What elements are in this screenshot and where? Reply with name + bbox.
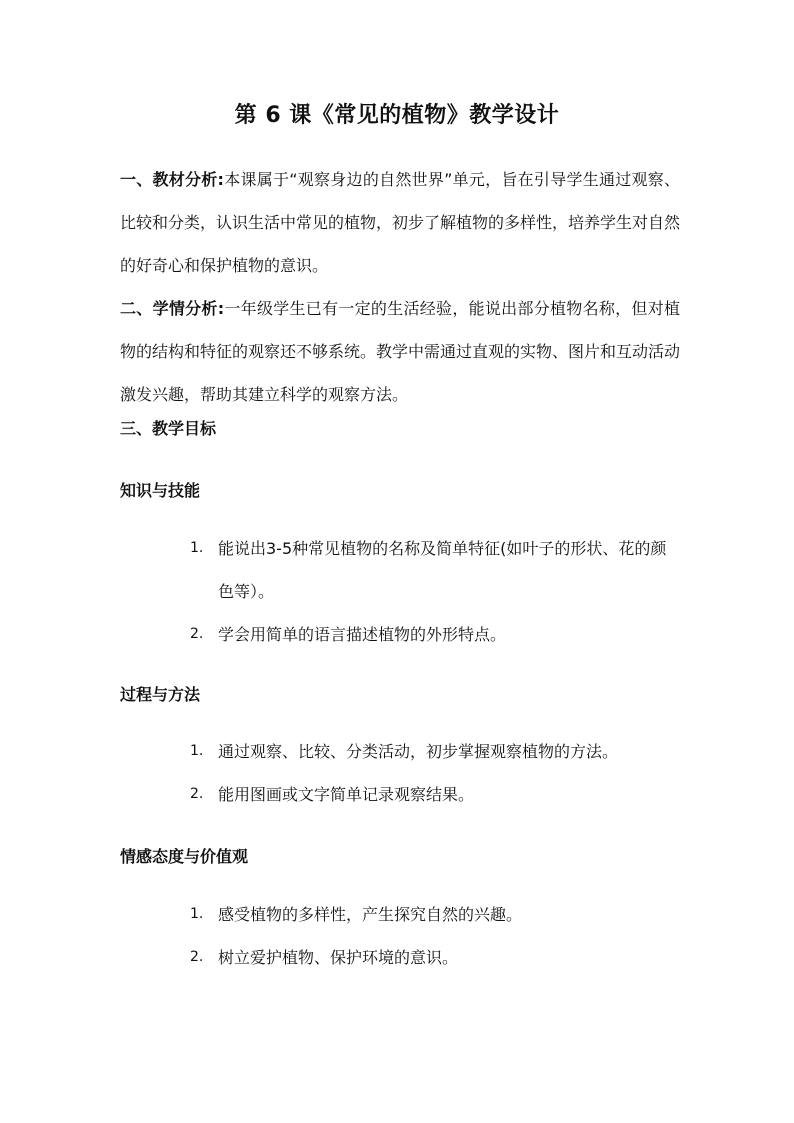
section-heading: 一、教材分析: bbox=[120, 170, 224, 189]
list-text: 能用图画或文字简单记录观察结果。 bbox=[218, 785, 475, 804]
list-number: 1. bbox=[190, 906, 204, 922]
section-teaching-goals: 三、教学目标 bbox=[120, 419, 217, 438]
section-heading: 二、学情分析: bbox=[120, 299, 225, 318]
list-text: 感受植物的多样性，产生探究自然的兴趣。 bbox=[218, 905, 523, 924]
goal-list-process bbox=[190, 730, 680, 816]
list-number: 2. bbox=[190, 626, 204, 642]
goal-heading-knowledge: 知识与技能 bbox=[120, 481, 201, 500]
list-item bbox=[190, 730, 680, 773]
section-student-analysis bbox=[120, 287, 680, 416]
goal-list-knowledge bbox=[190, 527, 680, 656]
list-item bbox=[190, 936, 680, 979]
goal-list-emotion bbox=[190, 893, 680, 979]
goal-heading-process: 过程与方法 bbox=[120, 685, 201, 704]
list-item bbox=[190, 613, 680, 656]
list-item bbox=[190, 527, 680, 613]
list-number: 1. bbox=[190, 540, 204, 556]
list-item bbox=[190, 893, 680, 936]
page-title: 第 6 课《常见的植物》教学设计 bbox=[234, 103, 560, 128]
goal-heading-emotion: 情感态度与价值观 bbox=[120, 847, 249, 866]
list-number: 2. bbox=[190, 786, 204, 802]
section-body: 本课属于“观察身边的自然世界”单元，旨在引导学生通过观察、比较和分类，认识生活中常见的植物，初步了解植物的多样性，培养学生对自然的好奇心和保护植物的意识。 bbox=[120, 170, 681, 275]
list-text: 树立爱护植物、保护环境的意识。 bbox=[218, 948, 459, 967]
list-text: 通过观察、比较、分类活动，初步掌握观察植物的方法。 bbox=[218, 742, 619, 761]
list-text: 能说出3-5种常见植物的名称及简单特征(如叶子的形状、花的颜色等）。 bbox=[218, 539, 667, 601]
section-body: 一年级学生已有一定的生活经验，能说出部分植物名称，但对植物的结构和特征的观察还不够系统。教学中需通过直观的实物、图片和互动活动激发兴趣，帮助其建立科学的观察方法。 bbox=[120, 299, 681, 404]
list-text: 学会用简单的语言描述植物的外形特点。 bbox=[218, 625, 507, 644]
section-textbook-analysis bbox=[120, 158, 680, 287]
list-number: 1. bbox=[190, 743, 204, 759]
list-number: 2. bbox=[190, 949, 204, 965]
list-item bbox=[190, 773, 680, 816]
